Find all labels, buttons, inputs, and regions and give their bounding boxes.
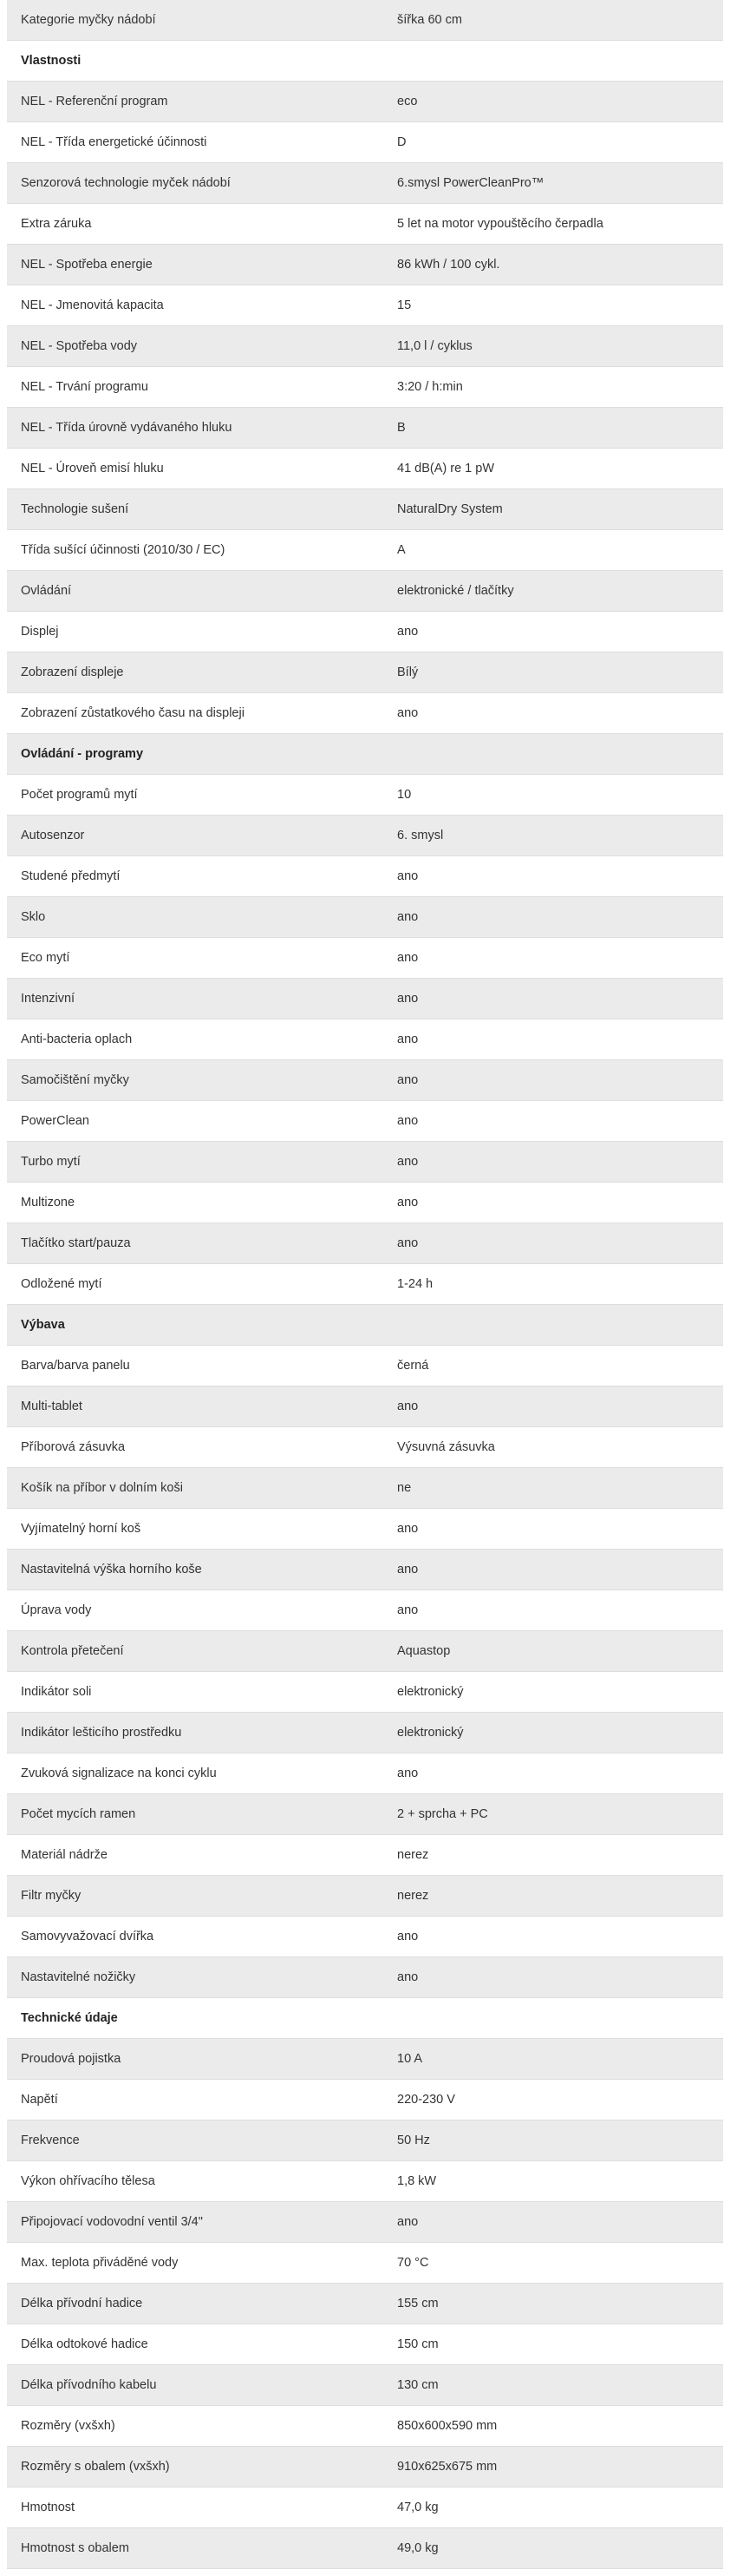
spec-value: ano — [383, 1753, 723, 1794]
spec-value: Aquastop — [383, 1631, 723, 1672]
table-row — [7, 1509, 723, 1550]
table-row — [7, 1223, 723, 1264]
spec-value: 10 A — [383, 2039, 723, 2080]
spec-value: 3:20 / h:min — [383, 367, 723, 408]
spec-label: Turbo mytí — [7, 1142, 383, 1183]
table-row — [7, 2039, 723, 2080]
spec-value: B — [383, 408, 723, 449]
spec-label: Kontrola přetečení — [7, 1631, 383, 1672]
table-row — [7, 2243, 723, 2284]
table-row — [7, 1876, 723, 1917]
table-row — [7, 652, 723, 693]
spec-label: Napětí — [7, 2080, 383, 2120]
section-header — [7, 1305, 723, 1346]
spec-value: eco — [383, 82, 723, 122]
table-row — [7, 1794, 723, 1835]
spec-label: Extra záruka — [7, 204, 383, 245]
table-row — [7, 938, 723, 979]
spec-label: Odložené mytí — [7, 1264, 383, 1305]
table-row — [7, 1753, 723, 1794]
spec-value: 150 cm — [383, 2324, 723, 2365]
spec-label: Výkon ohřívacího tělesa — [7, 2161, 383, 2202]
table-row — [7, 1346, 723, 1386]
table-row — [7, 856, 723, 897]
spec-value: ano — [383, 897, 723, 938]
spec-value: ano — [383, 1183, 723, 1223]
table-row — [7, 816, 723, 856]
spec-label: Nastavitelná výška horního koše — [7, 1550, 383, 1590]
spec-label: Úprava vody — [7, 1590, 383, 1631]
table-row — [7, 2120, 723, 2161]
table-row — [7, 2202, 723, 2243]
table-row — [7, 1060, 723, 1101]
spec-label: Hmotnost s obalem — [7, 2528, 383, 2569]
spec-value: 11,0 l / cyklus — [383, 326, 723, 367]
spec-value: ano — [383, 1223, 723, 1264]
table-row — [7, 489, 723, 530]
spec-value: ano — [383, 1590, 723, 1631]
table-row — [7, 1142, 723, 1183]
table-row — [7, 775, 723, 816]
table-row — [7, 2488, 723, 2528]
spec-label: Samočištění myčky — [7, 1060, 383, 1101]
spec-value: ano — [383, 1386, 723, 1427]
section-header — [7, 1998, 723, 2039]
spec-value: Výsuvná zásuvka — [383, 1427, 723, 1468]
spec-label: Studené předmytí — [7, 856, 383, 897]
table-row — [7, 1672, 723, 1713]
spec-label: Délka přívodní hadice — [7, 2284, 383, 2324]
spec-label: NEL - Jmenovitá kapacita — [7, 285, 383, 326]
spec-value: 220-230 V — [383, 2080, 723, 2120]
table-row — [7, 367, 723, 408]
spec-label: NEL - Trvání programu — [7, 367, 383, 408]
spec-label: Zvuková signalizace na konci cyklu — [7, 1753, 383, 1794]
table-row — [7, 1835, 723, 1876]
table-row — [7, 82, 723, 122]
section-title: Ovládání - programy — [7, 734, 723, 775]
spec-value: 910x625x675 mm — [383, 2447, 723, 2488]
spec-label: Sklo — [7, 897, 383, 938]
section-title: Technické údaje — [7, 1998, 723, 2039]
spec-value: elektronické / tlačítky — [383, 571, 723, 612]
section-title: Výbava — [7, 1305, 723, 1346]
spec-label: Připojovací vodovodní ventil 3/4" — [7, 2202, 383, 2243]
spec-label: PowerClean — [7, 1101, 383, 1142]
spec-label: Barva/barva panelu — [7, 1346, 383, 1386]
table-row — [7, 1019, 723, 1060]
spec-value: ano — [383, 1509, 723, 1550]
spec-value: 47,0 kg — [383, 2488, 723, 2528]
spec-value: elektronický — [383, 1713, 723, 1753]
spec-value: 1-24 h — [383, 1264, 723, 1305]
table-row — [7, 1917, 723, 1957]
spec-value: 50 Hz — [383, 2120, 723, 2161]
table-row — [7, 163, 723, 204]
spec-label: Vyjímatelný horní koš — [7, 1509, 383, 1550]
spec-label: Displej — [7, 612, 383, 652]
table-row — [7, 2365, 723, 2406]
spec-label: Frekvence — [7, 2120, 383, 2161]
spec-value: 41 dB(A) re 1 pW — [383, 449, 723, 489]
spec-value: D — [383, 122, 723, 163]
spec-label: Multi-tablet — [7, 1386, 383, 1427]
spec-value: 6.smysl PowerCleanPro™ — [383, 163, 723, 204]
table-row — [7, 1386, 723, 1427]
table-row — [7, 122, 723, 163]
spec-label: Rozměry s obalem (vxšxh) — [7, 2447, 383, 2488]
spec-label: Max. teplota přiváděné vody — [7, 2243, 383, 2284]
spec-value: 5 let na motor vypouštěcího čerpadla — [383, 204, 723, 245]
spec-label: Nastavitelné nožičky — [7, 1957, 383, 1998]
table-row — [7, 530, 723, 571]
section-header — [7, 734, 723, 775]
spec-value: nerez — [383, 1876, 723, 1917]
table-row — [7, 693, 723, 734]
spec-label: Zobrazení zůstatkového času na displeji — [7, 693, 383, 734]
table-row — [7, 1550, 723, 1590]
table-row — [7, 449, 723, 489]
spec-label: NEL - Referenční program — [7, 82, 383, 122]
spec-label: Intenzivní — [7, 979, 383, 1019]
spec-value: ne — [383, 1468, 723, 1509]
table-row — [7, 285, 723, 326]
spec-value: 70 °C — [383, 2243, 723, 2284]
spec-label: Zobrazení displeje — [7, 652, 383, 693]
table-row — [7, 2406, 723, 2447]
spec-label: NEL - Třída úrovně vydávaného hluku — [7, 408, 383, 449]
spec-label: Proudová pojistka — [7, 2039, 383, 2080]
table-row — [7, 1183, 723, 1223]
spec-value: A — [383, 530, 723, 571]
spec-label: NEL - Spotřeba energie — [7, 245, 383, 285]
spec-label: Indikátor lešticího prostředku — [7, 1713, 383, 1753]
spec-value: 86 kWh / 100 cykl. — [383, 245, 723, 285]
spec-value: ano — [383, 2202, 723, 2243]
table-row — [7, 2161, 723, 2202]
table-row — [7, 326, 723, 367]
spec-label: NEL - Třída energetické účinnosti — [7, 122, 383, 163]
table-row — [7, 0, 723, 41]
spec-value: ano — [383, 693, 723, 734]
spec-label: Filtr myčky — [7, 1876, 383, 1917]
table-row — [7, 1631, 723, 1672]
section-header — [7, 41, 723, 82]
spec-label: Rozměry (vxšxh) — [7, 2406, 383, 2447]
table-row — [7, 1468, 723, 1509]
table-row — [7, 204, 723, 245]
spec-table-body — [7, 0, 723, 2569]
spec-value: černá — [383, 1346, 723, 1386]
spec-value: 2 + sprcha + PC — [383, 1794, 723, 1835]
spec-value: 850x600x590 mm — [383, 2406, 723, 2447]
spec-value: ano — [383, 1101, 723, 1142]
spec-label: Tlačítko start/pauza — [7, 1223, 383, 1264]
spec-label: Senzorová technologie myček nádobí — [7, 163, 383, 204]
spec-value: nerez — [383, 1835, 723, 1876]
spec-value: 155 cm — [383, 2284, 723, 2324]
spec-label: Příborová zásuvka — [7, 1427, 383, 1468]
table-row — [7, 245, 723, 285]
spec-value: 1,8 kW — [383, 2161, 723, 2202]
table-row — [7, 2528, 723, 2569]
spec-value: NaturalDry System — [383, 489, 723, 530]
spec-label: Multizone — [7, 1183, 383, 1223]
spec-value: Bílý — [383, 652, 723, 693]
spec-value: ano — [383, 1019, 723, 1060]
spec-label: NEL - Spotřeba vody — [7, 326, 383, 367]
table-row — [7, 1264, 723, 1305]
spec-value: 6. smysl — [383, 816, 723, 856]
spec-value: 49,0 kg — [383, 2528, 723, 2569]
table-row — [7, 1713, 723, 1753]
spec-value: ano — [383, 1550, 723, 1590]
spec-value: šířka 60 cm — [383, 0, 723, 41]
table-row — [7, 1427, 723, 1468]
spec-value: 10 — [383, 775, 723, 816]
table-row — [7, 1957, 723, 1998]
spec-value: 15 — [383, 285, 723, 326]
table-row — [7, 897, 723, 938]
spec-label: Eco mytí — [7, 938, 383, 979]
spec-value: ano — [383, 856, 723, 897]
table-row — [7, 2447, 723, 2488]
spec-label: Počet programů mytí — [7, 775, 383, 816]
spec-value: ano — [383, 1957, 723, 1998]
table-row — [7, 2284, 723, 2324]
spec-label: Samovyvažovací dvířka — [7, 1917, 383, 1957]
spec-label: Košík na příbor v dolním koši — [7, 1468, 383, 1509]
spec-value: ano — [383, 979, 723, 1019]
table-row — [7, 571, 723, 612]
spec-value: ano — [383, 1142, 723, 1183]
table-row — [7, 1101, 723, 1142]
table-row — [7, 2080, 723, 2120]
spec-label: Délka odtokové hadice — [7, 2324, 383, 2365]
spec-label: Materiál nádrže — [7, 1835, 383, 1876]
table-row — [7, 612, 723, 652]
table-row — [7, 408, 723, 449]
spec-value: ano — [383, 612, 723, 652]
spec-label: Autosenzor — [7, 816, 383, 856]
spec-label: Délka přívodního kabelu — [7, 2365, 383, 2406]
table-row — [7, 1590, 723, 1631]
spec-value: ano — [383, 1060, 723, 1101]
spec-label: Ovládání — [7, 571, 383, 612]
spec-table — [7, 0, 723, 2569]
spec-label: Počet mycích ramen — [7, 1794, 383, 1835]
spec-label: Hmotnost — [7, 2488, 383, 2528]
spec-value: ano — [383, 938, 723, 979]
spec-label: NEL - Úroveň emisí hluku — [7, 449, 383, 489]
spec-label: Indikátor soli — [7, 1672, 383, 1713]
spec-value: ano — [383, 1917, 723, 1957]
spec-label: Anti-bacteria oplach — [7, 1019, 383, 1060]
section-title: Vlastnosti — [7, 41, 723, 82]
table-row — [7, 2324, 723, 2365]
spec-value: elektronický — [383, 1672, 723, 1713]
spec-label: Technologie sušení — [7, 489, 383, 530]
spec-value: 130 cm — [383, 2365, 723, 2406]
table-row — [7, 979, 723, 1019]
spec-label: Třída sušící účinnosti (2010/30 / EC) — [7, 530, 383, 571]
spec-label: Kategorie myčky nádobí — [7, 0, 383, 41]
